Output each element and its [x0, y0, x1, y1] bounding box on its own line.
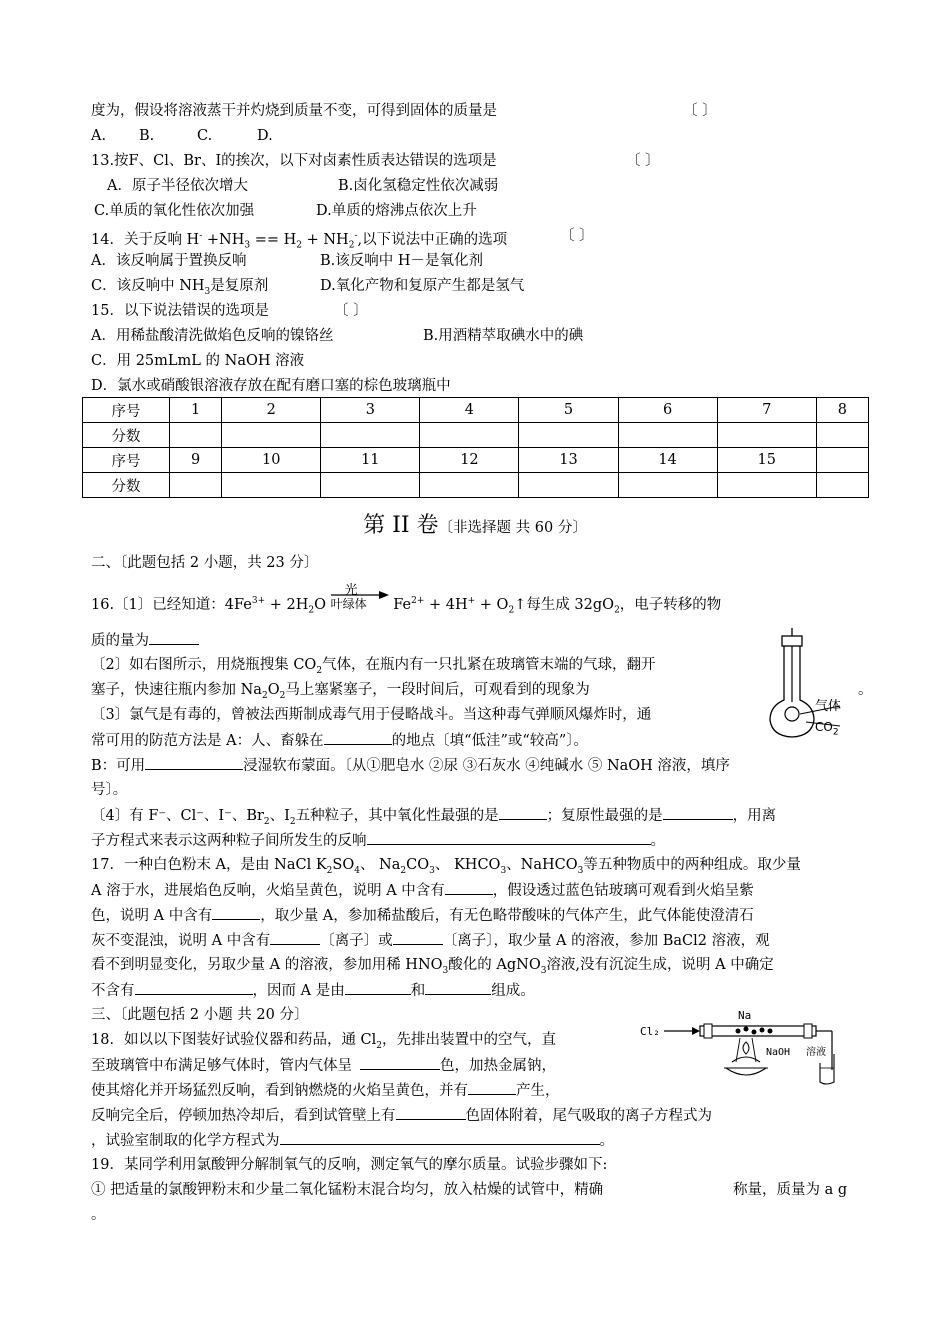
q17-line3: 色，说明 A 中含有 ，取少量 A，参加稀盐酸后，有无色略带酸味的气体产生，此气体能使澄清石 — [91, 905, 754, 926]
table-cell: 15 — [717, 448, 816, 473]
answer-blank[interactable] — [393, 930, 443, 945]
part-two-title: 第 II 卷〔非选择题 共 60 分〕 — [363, 513, 587, 538]
section-three-heading: 三、〔此题包括 2 小题 共 20 分〕 — [91, 1007, 309, 1023]
q18-line3: 使其熔化并开场猛烈反响，看到钠燃烧的火焰呈黄色，并有 产生， — [91, 1080, 560, 1101]
score-input-cell[interactable] — [519, 423, 618, 448]
table-cell: 1 — [170, 398, 222, 423]
q19-line2-end: 称量，质量为 a g — [733, 1182, 848, 1198]
score-input-cell[interactable] — [717, 473, 816, 498]
q19-line3: 。 — [91, 1207, 106, 1223]
apparatus-na-label: Na — [738, 1009, 752, 1022]
q12-option-c: C. — [197, 128, 213, 144]
score-table-row — [83, 398, 869, 423]
table-header-cell: 序号 — [83, 398, 170, 423]
score-input-cell[interactable] — [170, 423, 222, 448]
score-input-cell[interactable] — [321, 423, 420, 448]
q14-answer-paren: 〔 〕 — [560, 228, 594, 244]
answer-blank[interactable] — [145, 755, 243, 770]
table-cell: 2 — [222, 398, 321, 423]
answer-blank[interactable] — [367, 830, 651, 845]
table-cell: 8 — [816, 398, 868, 423]
q12-answer-paren: 〔 〕 — [683, 103, 717, 119]
table-cell: 7 — [717, 398, 816, 423]
reaction-arrow: 光 叶绿体 — [331, 591, 389, 611]
q18-line5: ，试验室制取的化学方程式为 。 — [91, 1130, 614, 1151]
score-input-cell[interactable] — [717, 423, 816, 448]
table-cell: 13 — [519, 448, 618, 473]
section-two-heading: 二、〔此题包括 2 小题，共 23 分〕 — [91, 555, 319, 571]
score-input-cell[interactable] — [222, 473, 321, 498]
q16-part3-line1: 〔3〕氯气是有毒的，曾被法西斯制成毒气用于侵略战斗。当这种毒气弹顺风爆炸时，通 — [91, 707, 652, 723]
apparatus-naoh-label: NaOH — [766, 1047, 791, 1058]
q14-option-d: D.氧化产物和复原产生都是氢气 — [320, 278, 525, 294]
answer-blank[interactable] — [445, 880, 493, 895]
score-input-cell[interactable] — [170, 473, 222, 498]
q16-part2-line1: 〔2〕如右图所示，用烧瓶搜集 $CO_2$气体，在瓶内有一只扎紧在玻璃管末端的气球，翻开 — [91, 657, 656, 676]
q18-line1: 18．如以以下图装好试验仪器和药品，通 $Cl_2$，先排出装置中的空气，直 — [91, 1032, 557, 1051]
q16-part1-line1: 16.〔1〕已经知道：$4Fe^{3+} + 2H_2O$ 光 叶绿体 $Fe^{2+} + 4H^+$ + $O_2↑$每生成 $32gO_2$，电子转移的物 — [91, 583, 722, 616]
score-input-cell[interactable] — [618, 423, 717, 448]
q13-option-b: B.卤化氢稳定性依次减弱 — [338, 178, 499, 194]
q13-option-a: A．原子半径依次增大 — [107, 178, 248, 194]
q14-option-a: A．该反响属于置换反响 — [91, 253, 247, 269]
table-cell: 11 — [321, 448, 420, 473]
score-input-cell[interactable] — [222, 423, 321, 448]
apparatus-cl2-label: Cl₂ — [640, 1025, 660, 1038]
q15-option-d: D．氯水或硝酸银溶液存放在配有磨口塞的棕色玻璃瓶中 — [91, 378, 451, 394]
answer-blank[interactable] — [135, 980, 253, 995]
q12-option-d: D. — [257, 128, 273, 144]
q15-option-a: A．用稀盐酸清洗做焰色反响的镍铬丝 — [91, 328, 334, 344]
q14-option-b: B.该反响中 H－是氧化剂 — [320, 253, 484, 269]
q12-option-b: B. — [139, 128, 155, 144]
table-cell: 9 — [170, 448, 222, 473]
table-header-cell: 序号 — [83, 448, 170, 473]
q16-part3-line3: B：可用 浸湿软布蒙面。〔从①肥皂水 ②尿 ③石灰水 ④纯碱水 ⑤ NaOH 溶液，填序 — [91, 755, 730, 776]
q16-part4-line1: 〔4〕有 F⁻、Cl⁻、I⁻、$Br_2$、$I_2$五种粒子，其中氧化性最强的是 ；复原性最强的是 ，用离 — [91, 805, 776, 832]
q15-option-b: B.用酒精萃取碘水中的碘 — [423, 328, 584, 344]
q17-line1: 17．一种白色粉末 A，是由 NaCl $K_2SO_4$、 $Na_2CO_3$、 $KHCO_3$、NaHCO$_3$等五种物质中的两种组成。取少量 — [91, 857, 801, 876]
answer-blank[interactable] — [663, 805, 733, 820]
q15-stem: 15．以下说法错误的选项是 — [91, 303, 269, 319]
table-cell: 4 — [420, 398, 519, 423]
table-cell — [816, 448, 868, 473]
score-input-cell[interactable] — [519, 473, 618, 498]
answer-blank[interactable] — [149, 630, 199, 645]
table-cell: 10 — [222, 448, 321, 473]
answer-blank[interactable] — [324, 730, 392, 745]
answer-blank[interactable] — [360, 1055, 440, 1070]
q17-line4: 灰不变混浊，说明 A 中含有 〔离子〕或 〔离子〕，取少量 A 的溶液，参加 BaCl2 溶液，观 — [91, 930, 770, 951]
table-header-cell: 分数 — [83, 473, 170, 498]
q16-part2-line2: 塞子，快速往瓶内参加 $Na_2O_2$马上塞紧塞子，一段时间后，可观看到的现象为 — [91, 682, 590, 701]
score-table-row — [83, 448, 869, 473]
score-input-cell[interactable] — [816, 473, 868, 498]
score-input-cell[interactable] — [420, 473, 519, 498]
apparatus-solution-label: 溶液 — [806, 1043, 826, 1063]
table-header-cell: 分数 — [83, 423, 170, 448]
table-cell: 6 — [618, 398, 717, 423]
q19-line1: 19．某同学利用氯酸钾分解制氧气的反响，测定氧气的摩尔质量。试验步骤如下: — [91, 1157, 608, 1173]
q15-option-c: C．用 25mLmL 的 NaOH 溶液 — [91, 353, 305, 369]
flask-gas-label: 气体 — [815, 699, 842, 714]
q15-answer-paren: 〔 〕 — [334, 303, 368, 319]
answer-blank[interactable] — [345, 980, 411, 995]
table-cell: 14 — [618, 448, 717, 473]
q14-option-c: C．该反响中 $NH_3$是复原剂 — [91, 278, 269, 297]
answer-blank[interactable] — [396, 1105, 466, 1120]
q12-options — [91, 126, 273, 146]
table-cell: 3 — [321, 398, 420, 423]
answer-blank[interactable] — [499, 805, 547, 820]
q13-stem: 13.按F、Cl、Br、I的挨次，以下对卤素性质表达错误的选项是 — [91, 153, 497, 169]
score-input-cell[interactable] — [816, 423, 868, 448]
q17-line5: 看不到明显变化，另取少量 A 的溶液，参加用稀 $HNO_3$酸化的 AgNO$_3$溶液,没有沉淀生成，说明 A 中确定 — [91, 957, 774, 976]
q16-part3-line2: 常可用的防范方法是 A：人、畜躲在 的地点〔填“低洼”或“较高”〕。 — [91, 730, 588, 751]
q13-answer-paren: 〔 〕 — [626, 153, 660, 169]
score-input-cell[interactable] — [321, 473, 420, 498]
q17-line6: 不含有 ，因而 A 是由 和 组成。 — [91, 980, 535, 1001]
q18-line4: 反响完全后，停顿加热冷却后，看到试管壁上有 色固体附着，尾气吸取的离子方程式为 — [91, 1105, 712, 1126]
answer-blank[interactable] — [270, 930, 320, 945]
q12-line: 度为，假设将溶液蒸干并灼烧到质量不变，可得到固体的质量是 — [91, 103, 497, 119]
q13-option-d: D.单质的熔沸点依次上升 — [316, 203, 477, 219]
q16-part4-line2: 子方程式来表示这两种粒子间所发生的反响 。 — [91, 830, 665, 851]
q12-option-a: A. — [91, 128, 107, 144]
q18-line2: 至玻璃管中布满足够气体时，管内气体呈 色，加热金属钠， — [91, 1055, 556, 1076]
q13-option-c: C.单质的氧化性依次加强 — [94, 203, 255, 219]
table-cell: 12 — [420, 448, 519, 473]
score-input-cell[interactable] — [618, 473, 717, 498]
q16-part3-line4: 号〕。 — [91, 782, 128, 798]
q19-line2: ① 把适量的氯酸钾粉末和少量二氧化锰粉末混合均匀，放入枯燥的试管中，精确 — [91, 1182, 604, 1198]
score-table — [82, 397, 869, 498]
q14-stem: 14．关于反响 $H^- +NH_3 == H_2 + NH_2^-$,以下说法中正确的选项 — [91, 231, 508, 251]
q17-line2: A 溶于水，进展焰色反响，火焰呈黄色，说明 A 中含有 ，假设透过蓝色钴玻璃可观看到火焰呈紫 — [91, 880, 754, 901]
q16-part2-period: 。 — [858, 682, 873, 698]
answer-blank[interactable] — [212, 905, 260, 920]
flask-co2-label: $CO_2$ — [815, 720, 839, 738]
answer-blank[interactable] — [425, 980, 491, 995]
table-cell: 5 — [519, 398, 618, 423]
answer-blank[interactable] — [280, 1130, 600, 1145]
answer-blank[interactable] — [468, 1080, 516, 1095]
q16-part1-line2: 质的量为 — [91, 630, 199, 651]
score-input-cell[interactable] — [420, 423, 519, 448]
score-table-row — [83, 473, 869, 498]
score-table-row — [83, 423, 869, 448]
